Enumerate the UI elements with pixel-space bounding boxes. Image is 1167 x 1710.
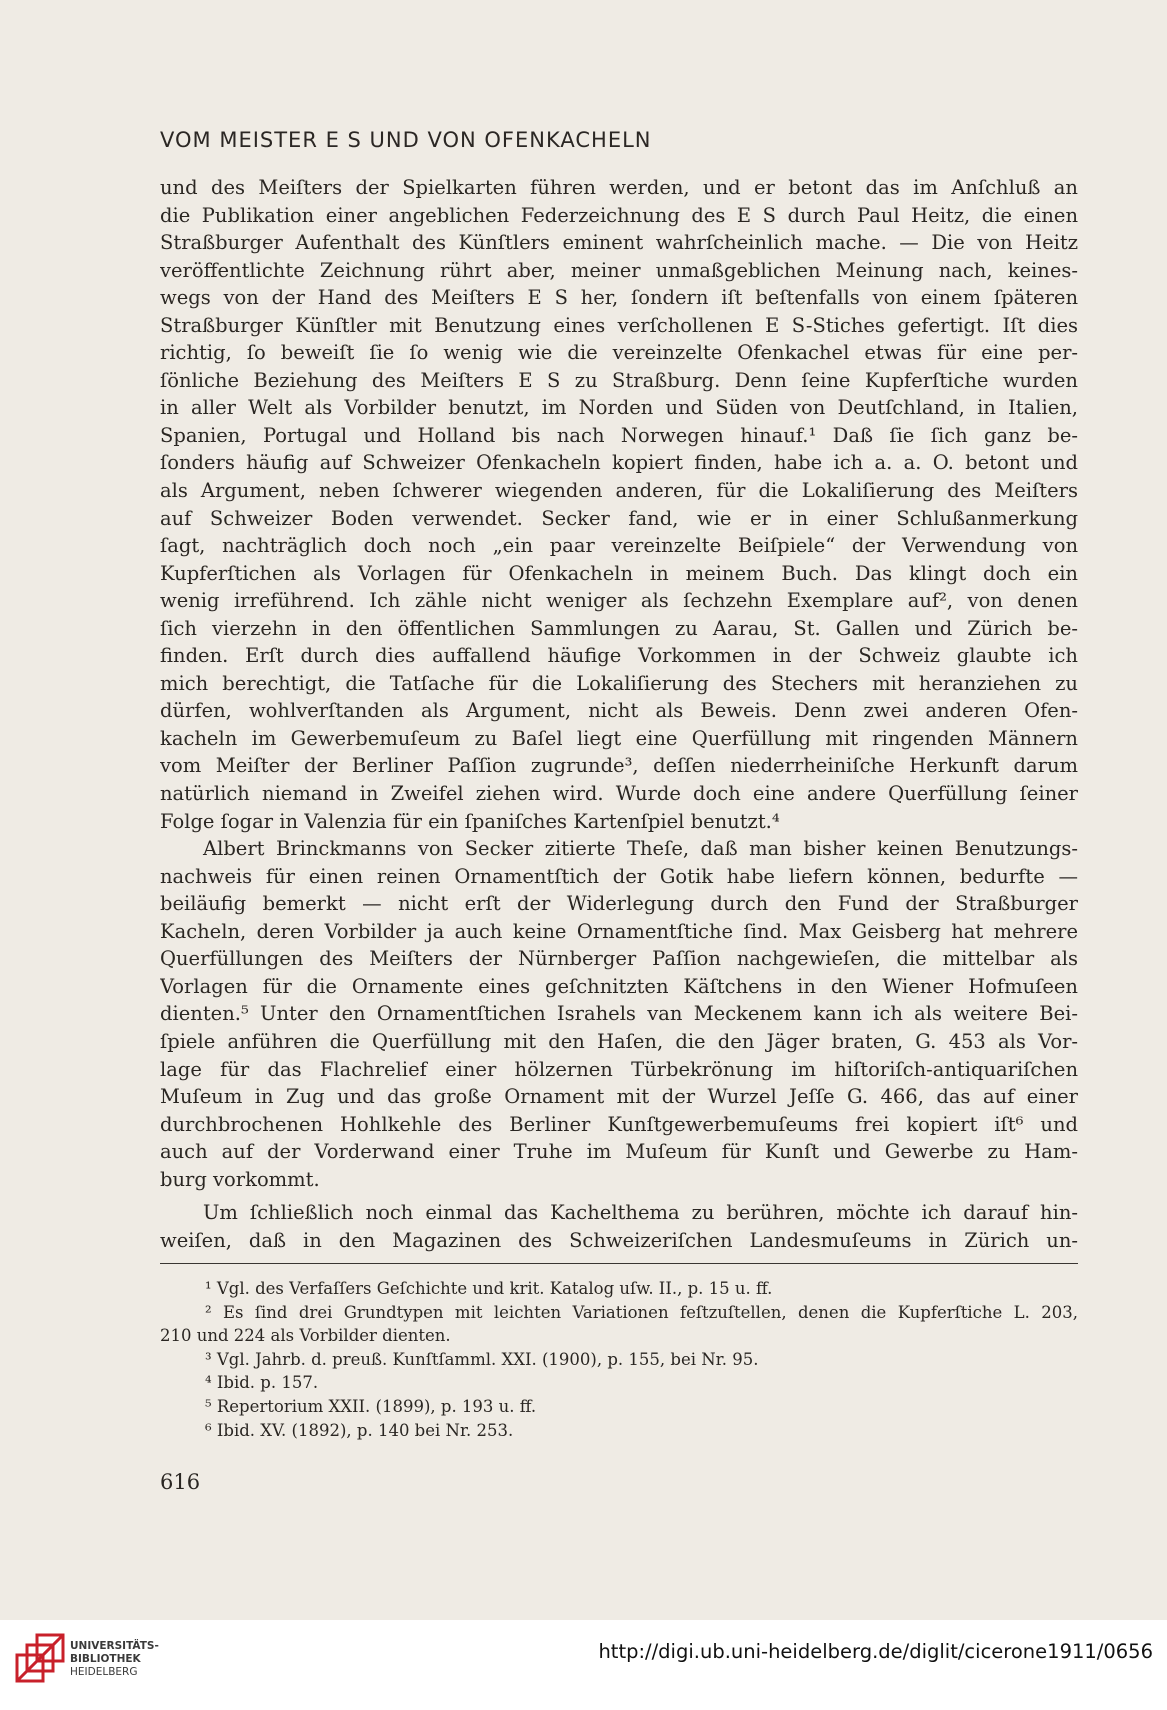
text-line: Querfüllungen des Meiſters der Nürnberger Paſſion nachgewieſen, die mittelbar als (160, 947, 1078, 971)
text-line: Kupferſtichen als Vorlagen für Ofenkacheln in meinem Buch. Das klingt doch ein (160, 561, 1078, 585)
text-line: auch auf der Vorderwand einer Truhe im Muſeum für Kunſt und Gewerbe zu Ham- (160, 1140, 1078, 1164)
text-line: als Argument, neben ſchwerer wiegenden anderen, für die Lokaliſierung des Meiſters (160, 479, 1078, 503)
footnote-3: ³ Vgl. Jahrb. d. preuß. Kunſtſamml. XXI. (1900), p. 155, bei Nr. 95. (205, 1349, 759, 1369)
footnote-5: ⁵ Repertorium XXII. (1899), p. 193 u. ff. (205, 1396, 537, 1416)
text-line: dienten.⁵ Unter den Ornamentſtichen Israhels van Meckenem kann ich als weitere Bei- (160, 1002, 1078, 1026)
text-line: und des Meiſters der Spielkarten führen werden, und er betont das im Anſchluß an (160, 176, 1078, 199)
footnote-4: ⁴ Ibid. p. 157. (205, 1373, 319, 1393)
footnote-2-continued: 210 und 224 als Vorbilder dienten. (160, 1326, 451, 1346)
source-url-link[interactable]: http://digi.ub.uni-heidelberg.de/diglit/cicerone1911/0656 (598, 1640, 1153, 1663)
footnotes (160, 1277, 1078, 1442)
paragraph-3 (160, 1199, 1078, 1254)
text-line: veröffentlichte Zeichnung rührt aber, meiner unmaßgeblichen Meinung nach, keines- (160, 258, 1078, 282)
text-line: Um ſchließlich noch einmal das Kachelthema zu berühren, möchte ich darauf hin- (203, 1201, 1078, 1225)
text-line: in aller Welt als Vorbilder benutzt, im Norden und Süden von Deutſchland, in Italien, (160, 396, 1078, 420)
text-line: richtig, ſo beweiſt ſie ſo wenig wie die vereinzelte Ofenkachel etwas für eine per- (160, 341, 1078, 365)
text-line: auf Schweizer Boden verwendet. Secker fand, wie er in einer Schlußanmerkung (160, 506, 1078, 530)
text-line: dürfen, wohlverſtanden als Argument, nicht als Beweis. Denn zwei anderen Ofen- (160, 699, 1078, 723)
text-line: wenig irreführend. Ich zähle nicht weniger als ſechzehn Exemplare auf², von denen (160, 589, 1078, 613)
text-line: weiſen, daß in den Magazinen des Schweizeriſchen Landesmuſeums in Zürich un- (160, 1228, 1078, 1252)
text-line: die Publikation einer angeblichen Federzeichnung des E S durch Paul Heitz, die einen (160, 203, 1078, 227)
text-line: Straßburger Künſtler mit Benutzung eines verſchollenen E S-Stiches gefertigt. Iſt dies (160, 313, 1078, 337)
text-line: beiläufig bemerkt — nicht erſt der Widerlegung durch den Fund der Straßburger (160, 892, 1078, 916)
library-name-line2: BIBLIOTHEK (70, 1653, 141, 1665)
text-line: nachweis für einen reinen Ornamentſtich der Gotik habe liefern können, bedurfte — (160, 864, 1078, 888)
text-line: Folge ſogar in Valenzia für ein ſpaniſches Kartenſpiel benutzt.⁴ (160, 809, 780, 833)
text-line: kacheln im Gewerbemuſeum zu Baſel liegt eine Querfüllung mit ringenden Männern (160, 726, 1078, 750)
text-line: Muſeum in Zug und das große Ornament mit der Wurzel Jeſſe G. 466, das auf einer (160, 1085, 1078, 1109)
text-line: wegs von der Hand des Meiſters E S her, ſondern iſt beſtenfalls von einem ſpäteren (160, 286, 1078, 310)
text-line: Kacheln, deren Vorbilder ja auch keine Ornamentſtiche ſind. Max Geisberg hat mehrere (160, 919, 1078, 943)
text-line: ſagt, nachträglich doch noch „ein paar vereinzelte Beiſpiele“ der Verwendung von (160, 534, 1078, 558)
footnote-1: ¹ Vgl. des Verfaſſers Geſchichte und krit. Katalog uſw. II., p. 15 u. ff. (205, 1279, 773, 1298)
paragraph-1 (160, 174, 1078, 835)
library-name[interactable] (70, 1640, 159, 1679)
text-line: ſonders häufig auf Schweizer Ofenkacheln kopiert finden, habe ich a. a. O. betont und (160, 451, 1078, 475)
text-line: ſönliche Beziehung des Meiſters E S zu Straßburg. Denn ſeine Kupferſtiche wurden (160, 368, 1078, 392)
text-line: ſich vierzehn in den öffentlichen Sammlungen zu Aarau, St. Gallen und Zürich be- (160, 616, 1078, 640)
text-line: natürlich niemand in Zweifel ziehen wird. Wurde doch eine andere Querfüllung ſeiner (160, 782, 1078, 806)
footer-bar (0, 1620, 1167, 1710)
text-line: burg vorkommt. (160, 1167, 320, 1191)
library-name-line1: UNIVERSITÄTS- (70, 1640, 159, 1652)
footnote-6: ⁶ Ibid. XV. (1892), p. 140 bei Nr. 253. (205, 1420, 514, 1440)
footnote-rule (160, 1263, 1078, 1264)
library-name-line3: HEIDELBERG (70, 1666, 138, 1678)
paragraph-2 (160, 835, 1078, 1193)
text-line: Vorlagen für die Ornamente eines geſchnitzten Käſtchens in den Wiener Hofmuſeen (160, 974, 1078, 998)
page-number: 616 (160, 1470, 201, 1494)
text-line: lage für das Flachrelief einer hölzernen Türbekrönung im hiſtoriſch-antiquariſchen (160, 1057, 1078, 1081)
text-line: finden. Erſt durch dies auffallend häufige Vorkommen in der Schweiz glaubte ich (160, 644, 1078, 668)
text-line: Straßburger Aufenthalt des Künſtlers eminent wahrſcheinlich mache. — Die von Heitz (160, 231, 1078, 255)
text-line: Spanien, Portugal und Holland bis nach Norwegen hinauf.¹ Daß ſie ſich ganz be- (160, 423, 1078, 447)
running-title: VOM MEISTER E S UND VON OFENKACHELN (160, 128, 652, 152)
library-logo-icon[interactable] (15, 1633, 65, 1683)
text-line: Albert Brinckmanns von Secker zitierte Theſe, daß man bisher keinen Benutzungs- (203, 837, 1078, 861)
text-line: vom Meiſter der Berliner Paſſion zugrunde³, deſſen niederrheiniſche Herkunft darum (160, 754, 1078, 778)
text-line: durchbrochenen Hohlkehle des Berliner Kunſtgewerbemuſeums frei kopiert iſt⁶ und (160, 1112, 1078, 1136)
body-text (160, 174, 1078, 1254)
text-line: ſpiele anführen die Querfüllung mit den Haſen, die den Jäger braten, G. 453 als Vor- (160, 1029, 1078, 1053)
footnote-2: ² Es ſind drei Grundtypen mit leichten Variationen feſtzuſtellen, denen die Kupferſtiche L. 203, (205, 1302, 1078, 1322)
text-line: mich berechtigt, die Tatſache für die Lokaliſierung des Stechers mit heranziehen zu (160, 671, 1078, 695)
